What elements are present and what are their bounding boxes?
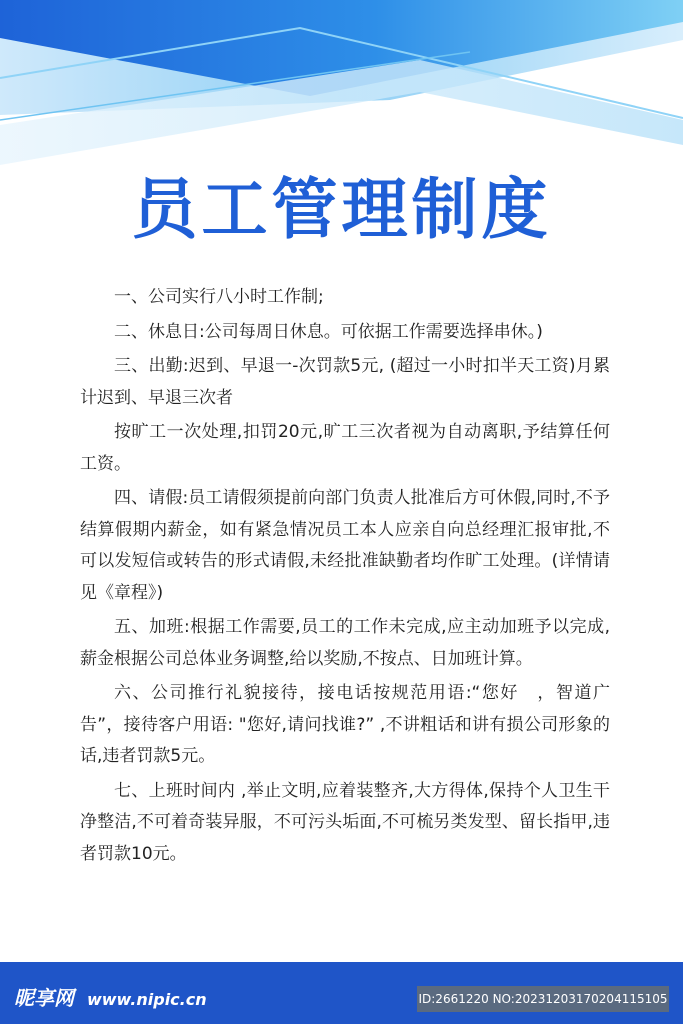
paragraph-8: 七、上班时间内 ,举止文明,应着装整齐,大方得体,保持个人卫生干净整洁,不可着奇装异服，不可污头垢面,不可梳另类发型、留长指甲,违者罚款10元。 [80,780,610,864]
brand-url: www.nipic.cn [86,990,207,1009]
image-id-label: ID:2661220 NO:20231203170204115105 [417,986,669,1012]
paragraph-2: 二、休息日:公司每周日休息。可依据工作需要选择串休。) [114,321,543,342]
brand-name: 昵享网 [14,986,74,1010]
paragraph-4: 按旷工一次处理,扣罚20元,旷工三次者视为自动离职,予结算任何工资。 [80,422,610,474]
page-title: 员工管理制度 [131,171,552,248]
watermark-footer [0,962,683,1024]
paragraph-1: 一、公司实行八小时工作制; [114,287,324,307]
paragraph-6: 五、加班:根据工作需要,员工的工作未完成,应主动加班予以完成,薪金根据公司总体业务调整,给以奖励,不按点、日加班计算。 [80,617,610,669]
paragraph-5: 四、请假:员工请假须提前向部门负责人批准后方可休假,同时,不予结算假期内薪金，如有紧急情况员工本人应亲自向总经理汇报审批,不可以发短信或转告的形式请假,未经批准缺勤者均作旷工处理。(详情请见《章程》) [80,488,610,603]
regulation-body [80,282,610,873]
brand-watermark [14,982,207,1011]
paragraph-3: 三、出勤:迟到、早退一-次罚款5元, (超过一小时扣半天工资)月累计迟到、早退三次者 [80,356,610,408]
paragraph-7: 六、公司推行礼貌接待，接电话按规范用语:“您好 ，智道广告”，接待客户用语: "您好,请问找谁?” ,不讲粗话和讲有损公司形象的话,违者罚款5元。 [80,683,610,766]
